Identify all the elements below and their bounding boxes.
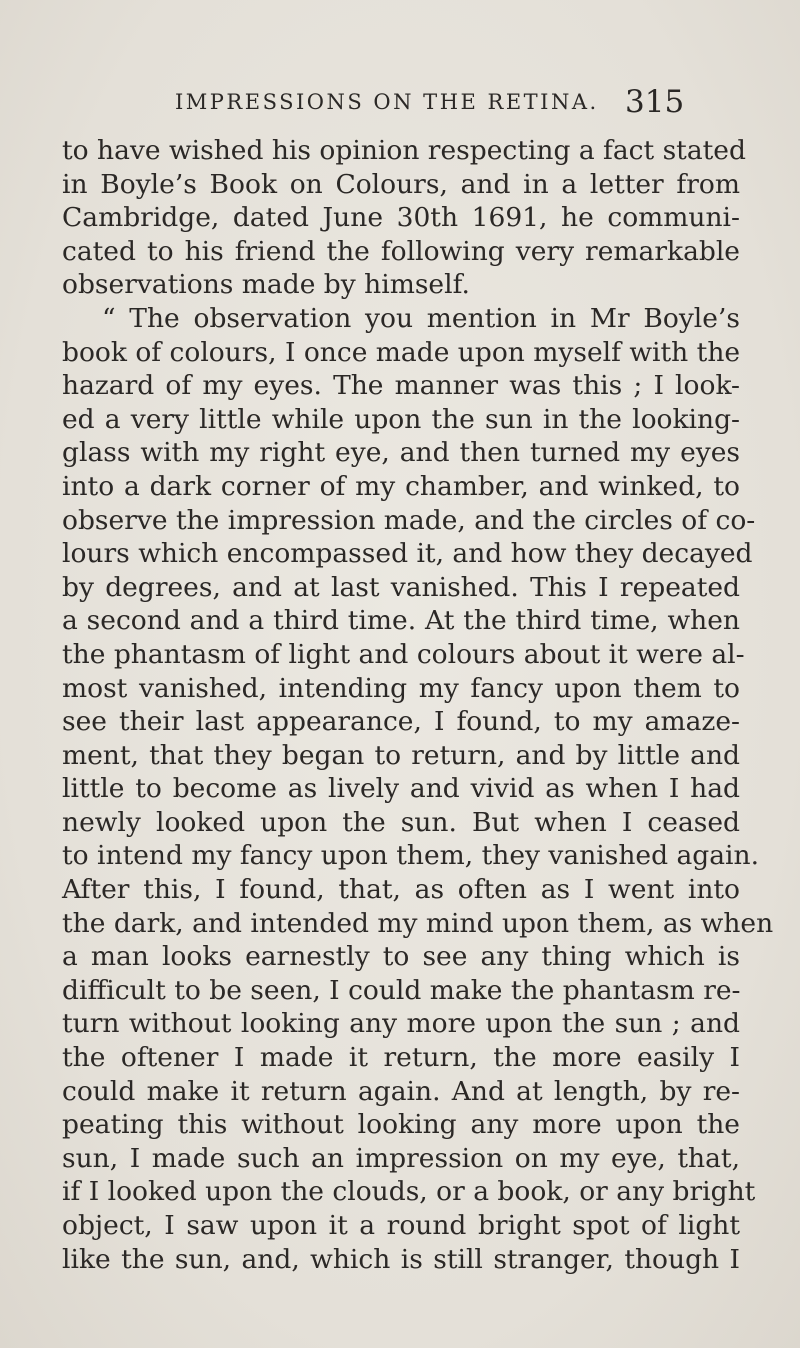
text-line: observations made by himself. — [62, 269, 470, 301]
text-line: lours which encompassed it, and how they decayed — [62, 538, 753, 570]
text-line: most vanished, intending my fancy upon them to — [62, 672, 740, 704]
text-line: the dark, and intended my mind upon them, as when — [62, 907, 774, 939]
text-line: see their last appearance, I found, to my amaze- — [62, 706, 740, 738]
running-header — [0, 84, 800, 120]
running-title: IMPRESSIONS ON THE RETINA. — [175, 90, 599, 114]
text-line: a second and a third time. At the third time, when — [62, 605, 740, 637]
text-line: in Boyle’s Book on Colours, and in a letter from — [62, 168, 740, 200]
text-line: by degrees, and at last vanished. This I repeated — [62, 571, 740, 603]
text-line: a man looks earnestly to see any thing which is — [62, 941, 740, 973]
text-line: the phantasm of light and colours about it were al- — [62, 638, 745, 670]
text-line: the oftener I made it return, the more easily I — [62, 1042, 740, 1074]
text-line: glass with my right eye, and then turned my eyes — [62, 437, 740, 469]
text-line: object, I saw upon it a round bright spot of light — [62, 1210, 740, 1241]
text-line: hazard of my eyes. The manner was this ; I look- — [62, 370, 740, 402]
text-line: cated to his friend the following very remarkable — [62, 235, 740, 267]
text-line: observe the impression made, and the circles of co- — [62, 504, 756, 536]
text-line: “ The observation you mention in Mr Boyle’s — [102, 302, 740, 334]
text-line: little to become as lively and vivid as when I had — [62, 773, 740, 805]
text-line: turn without looking any more upon the sun ; and — [62, 1008, 740, 1040]
text-line: ed a very little while upon the sun in the looking- — [62, 403, 740, 435]
text-line: like the sun, and, which is still stranger, though I — [62, 1243, 740, 1275]
text-line: into a dark corner of my chamber, and winked, to — [62, 470, 740, 502]
text-line: ment, that they began to return, and by little and — [62, 739, 740, 771]
text-line: to have wished his opinion respecting a fact stated — [62, 135, 746, 166]
text-line: peating this without looking any more upon the — [62, 1109, 740, 1141]
page-number: 315 — [625, 84, 685, 120]
text-line: book of colours, I once made upon myself with the — [62, 336, 741, 368]
text-line: to intend my fancy upon them, they vanished again. — [62, 840, 760, 872]
text-line: if I looked upon the clouds, or a book, or any bright — [62, 1176, 756, 1208]
text-line: could make it return again. And at length, by re- — [62, 1075, 740, 1107]
text-line: newly looked upon the sun. But when I ceased — [62, 806, 740, 838]
body-text — [62, 134, 774, 1276]
text-line: Cambridge, dated June 30th 1691, he communi- — [62, 202, 740, 234]
text-line: After this, I found, that, as often as I went into — [62, 874, 740, 906]
text-line: sun, I made such an impression on my eye, that, — [62, 1142, 740, 1174]
text-line: difficult to be seen, I could make the phantasm re- — [62, 974, 741, 1006]
